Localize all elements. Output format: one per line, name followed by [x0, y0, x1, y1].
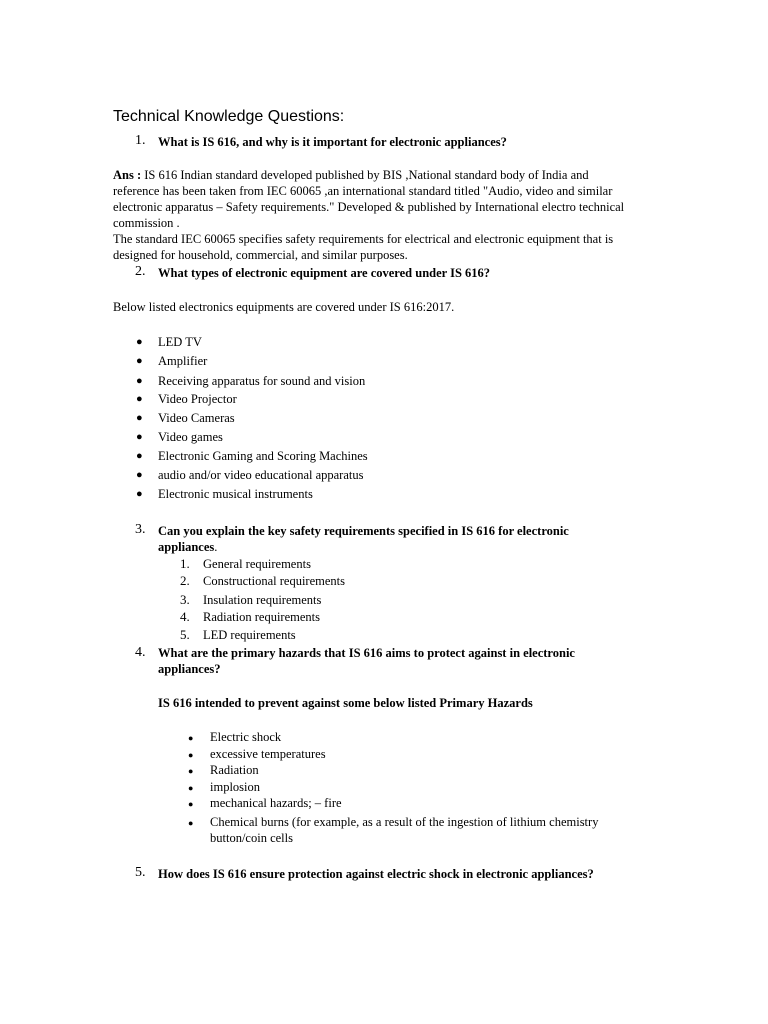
list-item: Electronic Gaming and Scoring Machines	[158, 449, 368, 463]
question-3-number: 3.	[135, 522, 146, 537]
bullet-icon: ●	[136, 393, 143, 405]
bullet-icon: ●	[188, 766, 194, 776]
bullet-icon: ●	[136, 488, 143, 500]
bullet-icon: ●	[136, 469, 143, 481]
bullet-icon: ●	[188, 783, 194, 793]
list-item: audio and/or video educational apparatus	[158, 468, 364, 482]
list-item: Amplifier	[158, 354, 208, 368]
question-2-intro: Below listed electronics equipments are covered under IS 616:2017.	[113, 300, 455, 314]
answer-1-text-1: IS 616 Indian standard developed published by BIS ,National standard body of India and	[141, 168, 589, 182]
question-4-text-line-2: appliances?	[158, 662, 221, 676]
list-item: Video Cameras	[158, 411, 235, 425]
list-item: Radiation	[210, 763, 259, 777]
list-item-number: 1.	[180, 556, 190, 571]
list-item-continuation: button/coin cells	[210, 831, 293, 845]
list-item: implosion	[210, 780, 261, 794]
list-item-number: 5.	[180, 627, 190, 642]
question-3-text-line-2-tail: .	[214, 540, 218, 554]
bullet-icon: ●	[136, 431, 143, 443]
list-item: Electronic musical instruments	[158, 487, 313, 501]
list-item-number: 2.	[180, 573, 190, 588]
bullet-icon: ●	[136, 336, 143, 348]
answer-1-line-4: commission .	[113, 216, 180, 230]
list-item-number: 4.	[180, 609, 190, 624]
list-item: Video games	[158, 430, 223, 444]
bullet-icon: ●	[136, 355, 143, 367]
list-item: Video Projector	[158, 392, 237, 406]
page-title: Technical Knowledge Questions:	[113, 108, 345, 125]
bullet-icon: ●	[188, 733, 194, 743]
list-item: Insulation requirements	[203, 593, 322, 607]
answer-1-line-3: electronic apparatus – Safety requirements." Developed & published by International electro technical	[113, 200, 625, 214]
bullet-icon: ●	[136, 450, 143, 462]
question-1-number: 1.	[135, 133, 146, 148]
list-item: Receiving apparatus for sound and vision	[158, 374, 366, 388]
answer-1-line-5: The standard IEC 60065 specifies safety requirements for electrical and electronic equipment that is	[113, 232, 614, 246]
question-4-number: 4.	[135, 645, 146, 660]
bullet-icon: ●	[188, 750, 194, 760]
list-item-number: 3.	[180, 592, 190, 607]
list-item: Radiation requirements	[203, 610, 320, 624]
question-1-text: What is IS 616, and why is it important for electronic appliances?	[158, 135, 507, 149]
list-item: Constructional requirements	[203, 574, 345, 588]
list-item: General requirements	[203, 557, 311, 571]
question-2-text: What types of electronic equipment are covered under IS 616?	[158, 266, 491, 280]
question-3-text-line-2	[158, 539, 217, 555]
list-item: Chemical burns (for example, as a result of the ingestion of lithium chemistry	[210, 815, 599, 829]
bullet-icon: ●	[188, 818, 194, 828]
question-4-intro: IS 616 intended to prevent against some below listed Primary Hazards	[158, 696, 533, 710]
question-3-text-line-1: Can you explain the key safety requirements specified in IS 616 for electronic	[158, 524, 569, 538]
bullet-icon: ●	[136, 412, 143, 424]
answer-label: Ans :	[113, 168, 142, 182]
question-3-text-line-2-bold: appliances	[158, 540, 215, 554]
list-item: LED requirements	[203, 628, 296, 642]
question-2-number: 2.	[135, 264, 146, 279]
question-5-number: 5.	[135, 865, 146, 880]
question-5-text: How does IS 616 ensure protection against electric shock in electronic appliances?	[158, 867, 594, 881]
list-item: excessive temperatures	[210, 747, 326, 761]
list-item: Electric shock	[210, 730, 282, 744]
answer-1-line-2: reference has been taken from IEC 60065 ,an international standard titled "Audio, video and similar	[113, 184, 613, 198]
bullet-icon: ●	[136, 375, 143, 387]
question-4-text-line-1: What are the primary hazards that IS 616 aims to protect against in electronic	[158, 646, 575, 660]
bullet-icon: ●	[188, 799, 194, 809]
answer-1-line-1	[113, 167, 589, 183]
answer-1-line-6: designed for household, commercial, and similar purposes.	[113, 248, 408, 262]
list-item: LED TV	[158, 335, 202, 349]
list-item: mechanical hazards; – fire	[210, 796, 342, 810]
